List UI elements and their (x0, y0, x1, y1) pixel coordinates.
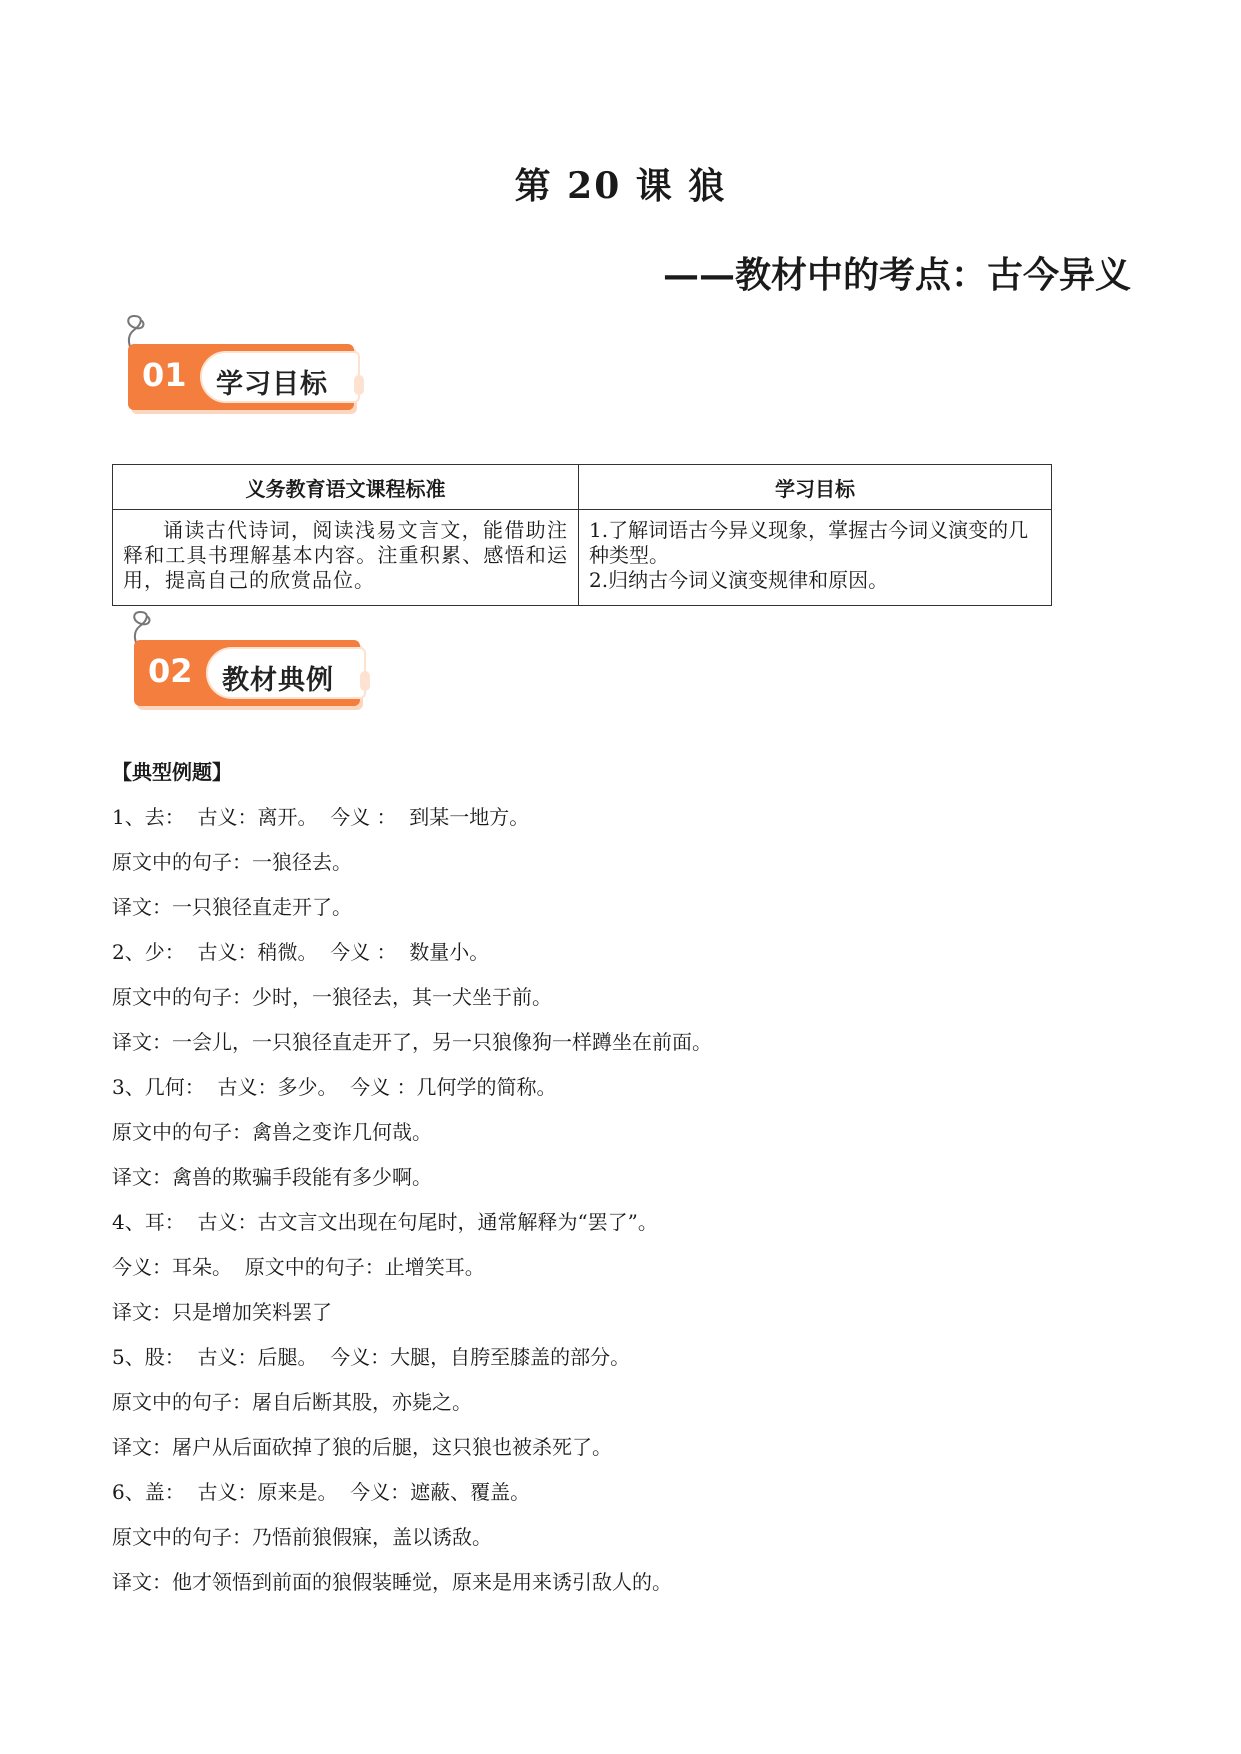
badge-pill (206, 647, 366, 699)
badge-pill (200, 351, 360, 403)
table-header-row (113, 465, 1052, 510)
badge-bar (134, 640, 360, 706)
goals-cell (579, 510, 1052, 606)
badge-bar (128, 344, 354, 410)
example-line: 5、股： 古义：后腿。 今义：大腿，自胯至膝盖的部分。 (112, 1345, 631, 1369)
section-badge-01 (128, 344, 362, 410)
example-line: 译文：他才领悟到前面的狼假装睡觉，原来是用来诱引敌人的。 (112, 1570, 672, 1594)
table-row (113, 510, 1052, 606)
example-line: 译文：一只狼径直走开了。 (112, 895, 352, 919)
example-line: 1、去： 古义：离开。 今义 ： 到某一地方。 (112, 805, 530, 829)
example-line: 原文中的句子：屠自后断其股，亦毙之。 (112, 1390, 472, 1414)
goal-item: 2.归纳古今词义演变规律和原因。 (589, 568, 889, 592)
example-line: 4、耳： 古义：古文言文出现在句尾时，通常解释为“罢了”。 (112, 1210, 658, 1234)
section-label: 教材典例 (222, 665, 334, 696)
example-line: 原文中的句子：禽兽之变诈几何哉。 (112, 1120, 432, 1144)
example-line: 原文中的句子：一狼径去。 (112, 850, 352, 874)
badge-notch (354, 375, 364, 395)
example-line: 今义：耳朵。 原文中的句子：止增笑耳。 (112, 1255, 485, 1279)
section-number: 01 (142, 356, 187, 394)
section-number: 02 (148, 652, 193, 690)
example-line: 原文中的句子：少时，一狼径去，其一犬坐于前。 (112, 985, 552, 1009)
badge-notch (360, 671, 370, 691)
examples-heading: 【典型例题】 (112, 760, 232, 784)
lesson-title: 第 20 课 狼 (514, 165, 727, 207)
example-line: 译文：屠户从后面砍掉了狼的后腿，这只狼也被杀死了。 (112, 1435, 612, 1459)
example-line: 3、几何： 古义：多少。 今义 ：几何学的简称。 (112, 1075, 557, 1099)
section-badge-02 (134, 640, 368, 706)
example-line: 6、盖： 古义：原来是。 今义：遮蔽、覆盖。 (112, 1480, 531, 1504)
example-line: 译文：禽兽的欺骗手段能有多少啊。 (112, 1165, 432, 1189)
goal-item: 1.了解词语古今异义现象，掌握古今词义演变的几种类型。 (589, 518, 1029, 567)
example-line: 译文：一会儿，一只狼径直走开了，另一只狼像狗一样蹲坐在前面。 (112, 1030, 712, 1054)
goals-table (112, 464, 1052, 606)
col-header-goals: 学习目标 (579, 465, 1052, 510)
example-line: 2、少： 古义：稍微。 今义 ： 数量小。 (112, 940, 490, 964)
section-label: 学习目标 (216, 369, 328, 400)
col-header-standard: 义务教育语文课程标准 (113, 465, 579, 510)
example-line: 译文：只是增加笑料罢了 (112, 1300, 332, 1324)
lesson-subtitle: ——教材中的考点：古今异义 (662, 254, 1131, 296)
example-line: 原文中的句子：乃悟前狼假寐，盖以诱敌。 (112, 1525, 492, 1549)
standard-text: 诵读古代诗词，阅读浅易文言文，能借助注释和工具书理解基本内容。注重积累、感悟和运用，提高自己的欣赏品位。 (113, 510, 579, 606)
examples-list (112, 750, 1112, 1605)
